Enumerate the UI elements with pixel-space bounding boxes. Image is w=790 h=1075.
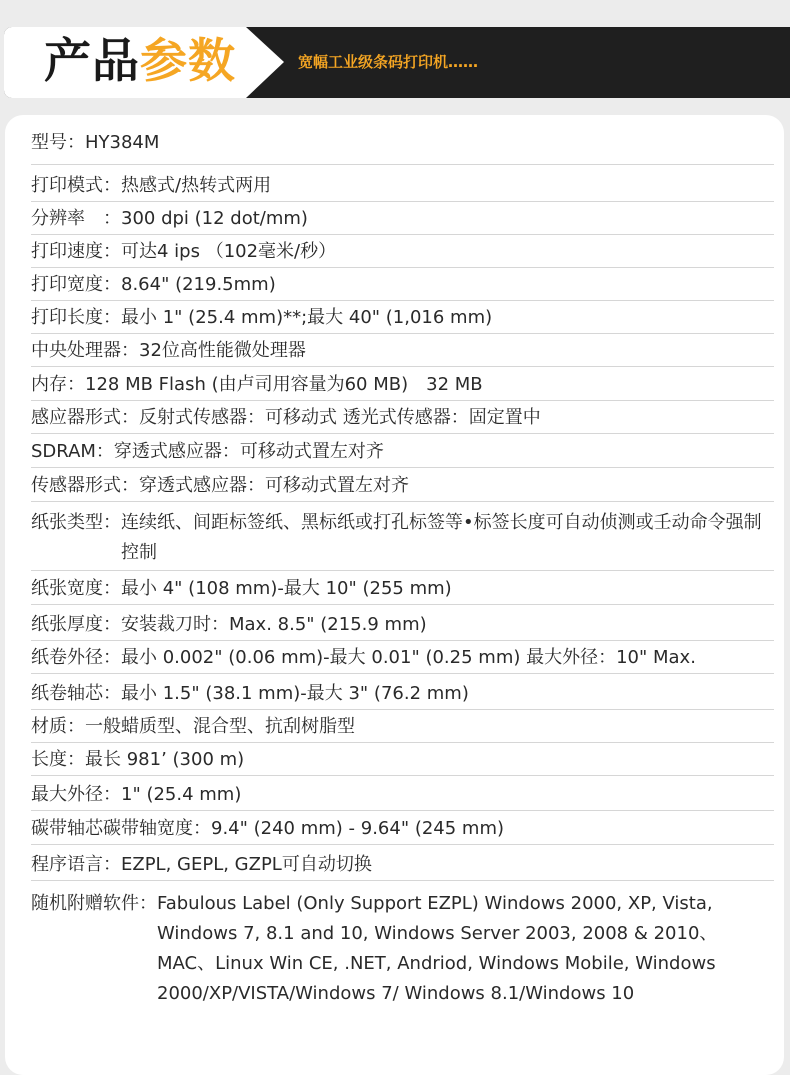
spec-value: 碳带轴宽度：9.4" (240 mm) - 9.64" (245 mm)	[103, 818, 505, 839]
spec-value: 8.64" (219.5mm)	[121, 274, 276, 295]
spec-row-print-mode	[31, 165, 774, 202]
spec-value: 最小 0.002" (0.06 mm)-最大 0.01" (0.25 mm) 最大外径：10" Max.	[121, 647, 696, 668]
spec-row-length	[31, 743, 774, 776]
spec-label: 纸卷轴芯：	[31, 683, 121, 704]
spec-row-cpu	[31, 334, 774, 367]
spec-value: 最小 1.5" (38.1 mm)-最大 3" (76.2 mm)	[121, 683, 469, 704]
page-title-dark: 产品	[44, 34, 140, 89]
spec-row-paper-thickness	[31, 605, 774, 641]
spec-value: 连续纸、间距标签纸、黑标纸或打孔标签等•标签长度可自动侦测或壬动命令强制控制	[121, 512, 762, 563]
spec-label: 分辨率 ：	[31, 208, 121, 229]
spec-row-software	[31, 881, 774, 1009]
spec-row-model	[31, 128, 774, 165]
spec-value: 可达4 ips （102毫米/秒）	[121, 241, 337, 262]
spec-label: 内存：	[31, 374, 85, 395]
spec-label: 长度：	[31, 749, 85, 770]
spec-value: HY384M	[85, 132, 160, 153]
spec-row-roll-core	[31, 674, 774, 710]
spec-value: 32位高性能微处理器	[139, 340, 306, 361]
spec-row-language	[31, 845, 774, 881]
spec-row-max-diameter	[31, 776, 774, 811]
spec-value: 安装裁刀时：Max. 8.5" (215.9 mm)	[121, 614, 427, 635]
spec-value: 1" (25.4 mm)	[121, 784, 242, 805]
spec-value: Fabulous Label (Only Support EZPL) Windows 2000, XP, Vista, Windows 7, 8.1 and 10, Windows Server 2003, 2008 & 2010、MAC、Linux Win CE, .NET, Andriod, Windows Mobile, Windows 2000/XP/VISTA/Windows 7/ Windows 8.1/Windows 10	[157, 893, 718, 1004]
spec-row-sensor-form	[31, 468, 774, 502]
spec-row-print-width	[31, 268, 774, 301]
spec-label: 碳带轴芯	[31, 818, 103, 839]
spec-label: 打印模式：	[31, 175, 121, 196]
spec-value: 最小 1" (25.4 mm)**;最大 40" (1,016 mm)	[121, 307, 493, 328]
spec-row-sensor-type	[31, 401, 774, 434]
spec-value: 最小 4" (108 mm)-最大 10" (255 mm)	[121, 578, 452, 599]
spec-value: 128 MB Flash (由卢司用容量为60 MB) 32 MB	[85, 374, 483, 395]
spec-label: 中央处理器：	[31, 340, 139, 361]
spec-value: 300 dpi (12 dot/mm)	[121, 208, 308, 229]
spec-label: 感应器形式：	[31, 407, 139, 428]
spec-list	[31, 128, 774, 1009]
spec-row-resolution	[31, 202, 774, 235]
header-banner	[4, 27, 790, 98]
spec-label: 纸张宽度：	[31, 578, 121, 599]
spec-row-paper-type	[31, 502, 774, 571]
spec-row-print-length	[31, 301, 774, 334]
spec-row-paper-width	[31, 571, 774, 605]
spec-value: 热感式/热转式两用	[121, 175, 272, 196]
spec-value: 一般蜡质型、混合型、抗刮树脂型	[85, 716, 355, 737]
spec-label: 随机附赠软件：	[31, 893, 157, 914]
spec-label: 传感器形式：	[31, 475, 139, 496]
spec-row-sdram	[31, 434, 774, 468]
page-subtitle: 宽幅工业级条码打印机……	[298, 53, 479, 71]
page-title-accent: 参数	[140, 34, 236, 89]
spec-label: 打印宽度：	[31, 274, 121, 295]
spec-label: 型号：	[31, 132, 85, 153]
page-title	[44, 33, 236, 91]
spec-value: 穿透式感应器：可移动式置左对齐	[139, 475, 409, 496]
spec-label: 纸张类型：	[31, 512, 121, 533]
spec-value: 反射式传感器：可移动式 透光式传感器：固定置中	[139, 407, 541, 428]
spec-row-print-speed	[31, 235, 774, 268]
spec-label: SDRAM：	[31, 441, 114, 462]
spec-row-ribbon-core	[31, 811, 774, 845]
spec-label: 最大外径：	[31, 784, 121, 805]
spec-label: 程序语言：	[31, 854, 121, 875]
spec-label: 打印长度：	[31, 307, 121, 328]
spec-label: 打印速度：	[31, 241, 121, 262]
spec-label: 纸张厚度：	[31, 614, 121, 635]
spec-value: EZPL, GEPL, GZPL可自动切换	[121, 854, 372, 875]
spec-row-roll-diameter	[31, 641, 774, 674]
spec-value: 穿透式感应器：可移动式置左对齐	[113, 441, 384, 462]
spec-value: 最长 981’ (300 m)	[85, 749, 245, 770]
spec-label: 材质：	[31, 716, 85, 737]
spec-label: 纸卷外径：	[31, 647, 121, 668]
spec-row-memory	[31, 367, 774, 401]
spec-row-material	[31, 710, 774, 743]
